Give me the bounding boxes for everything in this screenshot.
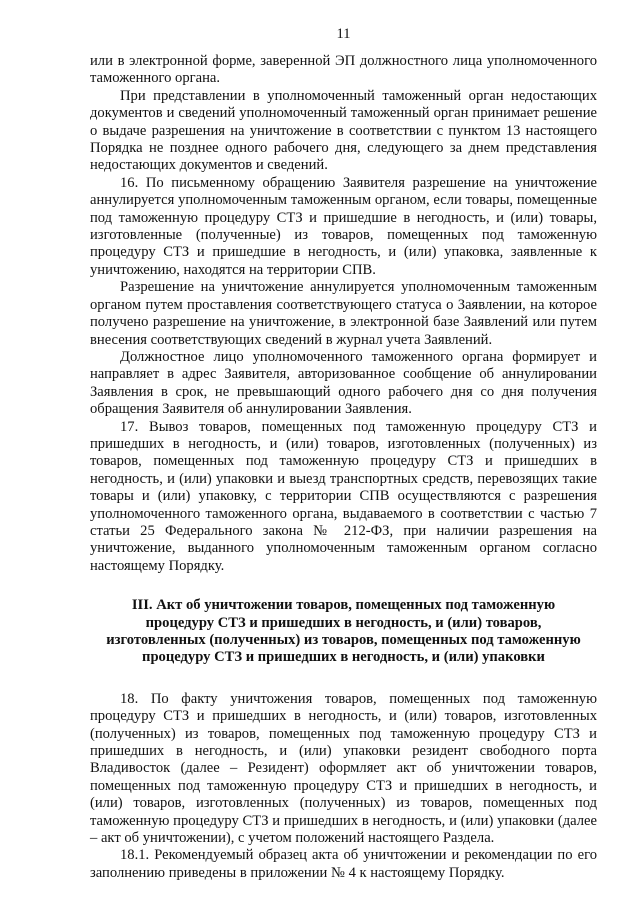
paragraph-continuation: или в электронной форме, заверенной ЭП должностного лица уполномоченного таможенного органа. — [90, 53, 597, 87]
paragraph-item-16: 16. По письменному обращению Заявителя разрешение на уничтожение аннулируется уполномоченным таможенным органом, если товары, помещенные под таможенную процедуру СТЗ и пришедшие в негодность, и (или) товары, изготовленные (полученные) из товаров, помещенных под таможенную процедуру СТЗ и пришедшие в негодность, и (или) упаковка, заявленные к уничтожению, находятся на территории СПВ. — [90, 174, 597, 278]
paragraph: Разрешение на уничтожение аннулируется уполномоченным таможенным органом путем проставления соответствующего статуса о Заявлении, на которое получено разрешение на уничтожение, в электронной базе Заявлений или путем внесения соответствующих сведений в журнал учета Заявлений. — [90, 279, 597, 348]
paragraph: При представлении в уполномоченный таможенный орган недостающих документов и сведений уполномоченный таможенный орган принимает решение о выдаче разрешения на уничтожение в соответствии с пунктом 13 настоящего Порядка не позднее одного рабочего дня, следующего за днем представления недостающих документов и сведений. — [90, 87, 597, 174]
paragraph: Должностное лицо уполномоченного таможенного органа формирует и направляет в адрес Заявителя, авторизованное сообщение об аннулировании Заявления в срок, не превышающий одного рабочего дня со дня получения обращения Заявителя об аннулировании Заявления. — [90, 348, 597, 418]
paragraph-item-18: 18. По факту уничтожения товаров, помещенных под таможенную процедуру СТЗ и пришедших в негодность, и (или) товаров, изготовленных (полученных) из товаров, помещенных под таможенную процедуру СТЗ и пришедших в негодность, и (или) упаковки резидент свободного порта Владивосток (далее – Резидент) оформляет акт об уничтожении товаров, помещенных под таможенную процедуру СТЗ и пришедших в негодность, и (или) товаров, изготовленных (полученных) из товаров, помещенных под таможенную процедуру СТЗ и пришедших в негодность, и (или) упаковки (далее – акт об уничтожении), с учетом положений настоящего Раздела. — [90, 690, 597, 847]
page-number: 11 — [336, 26, 351, 42]
paragraph-item-18-1: 18.1. Рекомендуемый образец акта об уничтожении и рекомендации по его заполнению приведены в приложении № 4 к настоящему Порядку. — [90, 847, 597, 881]
section-heading: III. Акт об уничтожении товаров, помещенных под таможенную процедуру СТЗ и пришедших в негодность, и (или) товаров, изготовленных (полученных) из товаров, помещенных под таможенную процедуру СТЗ и пришедших в негодность, и (или) упаковки — [106, 597, 581, 666]
paragraph-item-17: 17. Вывоз товаров, помещенных под таможенную процедуру СТЗ и пришедших в негодность, и (или) товаров, изготовленных (полученных) из товаров, помещенных под таможенную процедуру СТЗ и пришедших в негодность, и (или) упаковки и выезд транспортных средств, перевозящих такие товары и (или) упаковку, с территории СПВ осуществляются с разрешения уполномоченного таможенного органа, выдаваемого в соответствии с частью 7 статьи 25 Федерального закона № 212-ФЗ, при наличии разрешения на уничтожение, выданного уполномоченным таможенным органом согласно настоящему Порядку. — [90, 418, 597, 574]
document-body — [90, 53, 597, 882]
